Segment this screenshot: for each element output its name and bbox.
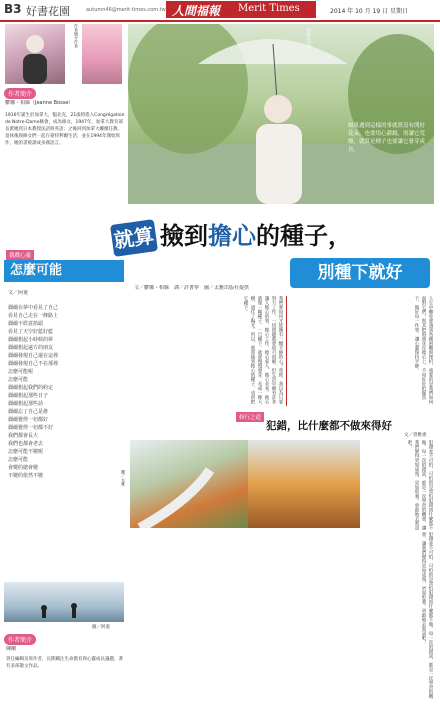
page-number: B3: [4, 2, 22, 16]
hero-photo-caption: 如果遇到這樣的事就算沒有開好花朵，也要用心灌溉，別讓它荒廢，就算是種子也要讓它發芽成長。: [348, 123, 426, 153]
headline-prefix: [110, 219, 158, 257]
blossom-photo: [82, 24, 122, 84]
issue-date: 2014 年 10 月 19 日 星期日: [330, 8, 408, 15]
editor-email: autumn46@merit-times.com.tw: [86, 7, 166, 13]
sidebar-title: 怎麼可能: [10, 263, 63, 278]
section-name: 好書花園: [26, 5, 70, 18]
sidebar-byline: 文／阿童: [8, 290, 29, 296]
headline-part2: 的種子，: [256, 221, 352, 250]
credits: 文／鬱娜・柏絲 譯／許書寧 圖／太雅出版社提供: [134, 285, 250, 291]
author-bio: 1916年誕生於加拿大，魁北克，21歲時進入Congrégation de Notre-Dame修會，成為修女，1947年，加拿大教育部長派她到日本教授法語與英語；之後回到加拿大繼續任教。退休後與修女們一起在蒙特利爾生活，並在1994年開始寫作，她的書被譯成多國語言。: [5, 113, 125, 146]
hero-photo-label: 學習信守: [305, 28, 311, 48]
author-photo-figure: [5, 24, 65, 84]
section2-title: 犯錯，比什麼都不做來得好: [266, 420, 392, 432]
section2-body-lower: 犯錯並不可怕，可怕的是害怕犯錯而什麼都不做。每一次的錯誤，都是一次學習的機會，讓我們變得更加成熟、更加堅強。勇敢地去嘗試吧！: [421, 532, 433, 699]
headline-sub: [290, 258, 430, 288]
main-article-text: 我們要如何才能擁有一顆平靜的心？曾經，我以為只要努力工作，一切問題就會迎刃而解。但生活中總有許多讓人擔心的事，擔心工作、擔心家人、擔心未來。擔心就像一顆種子，一旦種下，就會慢慢發芽，長成一棵大樹，遮住了陽光。所以，就算撿到擔心的種子，也別把它種下。: [243, 296, 283, 404]
author-photo: [5, 24, 65, 84]
autumn-road: [130, 440, 248, 528]
sidebar-photo-credit: 圖／阿童: [92, 625, 110, 630]
beach-figures: [4, 582, 124, 622]
headline-highlight: 擔心: [208, 221, 256, 250]
newspaper-brand: [166, 1, 316, 18]
bottom-author-name: 陳蘭: [6, 646, 17, 652]
brand-chinese: 人間福報: [172, 4, 221, 18]
headline-prefix-text: 就算: [112, 223, 156, 253]
author-name: 鬱娜・柏絲（Jeanne Bosse）: [5, 100, 74, 106]
headline-part1: 撿到: [160, 221, 208, 250]
section2-photo-right: [248, 440, 360, 528]
right-column-text: 人生中難免會遇到各種困難與挫折，重要的是我們如何面對它們。與其把時間花在擔心上，不如好好把握當下，做好每一件事，讓心靈保持平靜。: [414, 296, 433, 404]
headline: [160, 216, 352, 251]
section2-side-label: 圖／太雅: [121, 470, 126, 486]
sidebar-tag: 偶戲心靈: [6, 250, 34, 260]
section2-text: 犯錯並不可怕，可怕的是害怕犯錯而什麼都不做。每一次的錯誤，都是一次學習的機會，讓我們變得更加成熟、更加堅強。勇敢地去嘗試吧！: [407, 440, 433, 530]
section2-byline: 文／曾雅惠: [404, 433, 427, 438]
sidebar-poem: 偶爾在夢中看見了自己 看見自己走在一條路上 偶爾不經意抬頭 看見了天空好藍好藍 偶爾想起小時候的夢 偶爾想起遠方的朋友 偶爾發現自己還在這裡 偶爾發現自己不在那裡 怎麼可能呢 怎麼可能 偶爾想起我們的約定 偶爾想起那些日子 偶爾想起那些話 偶爾忘了自己是誰 偶爾覺得一切都好 偶爾覺得一切都不好 我們都會長大 我們也都會老去 怎麼可能不變呢 怎麼可能 會變的總會變 不變的依然不變: [8, 305, 59, 479]
pull-quote: [286, 296, 317, 406]
sidebar-title-box: [4, 260, 124, 282]
section2-tag: 修行之道: [236, 412, 264, 422]
sidebar-photo: [4, 582, 124, 622]
author-photo-label: 作者簡介作者: [74, 24, 79, 48]
brand-english: Merit Times: [238, 3, 300, 14]
headline-sub-text: 別種下就好: [317, 263, 403, 283]
bottom-author-bio: 曾任編輯及寫作者，長期關注生命教育與心靈成長議題，著有多部散文作品。: [6, 657, 123, 669]
author-profile-tag: 作者簡介: [4, 88, 36, 99]
section2-photo: [130, 440, 248, 528]
bottom-profile-tag: 作者簡介: [4, 634, 36, 645]
